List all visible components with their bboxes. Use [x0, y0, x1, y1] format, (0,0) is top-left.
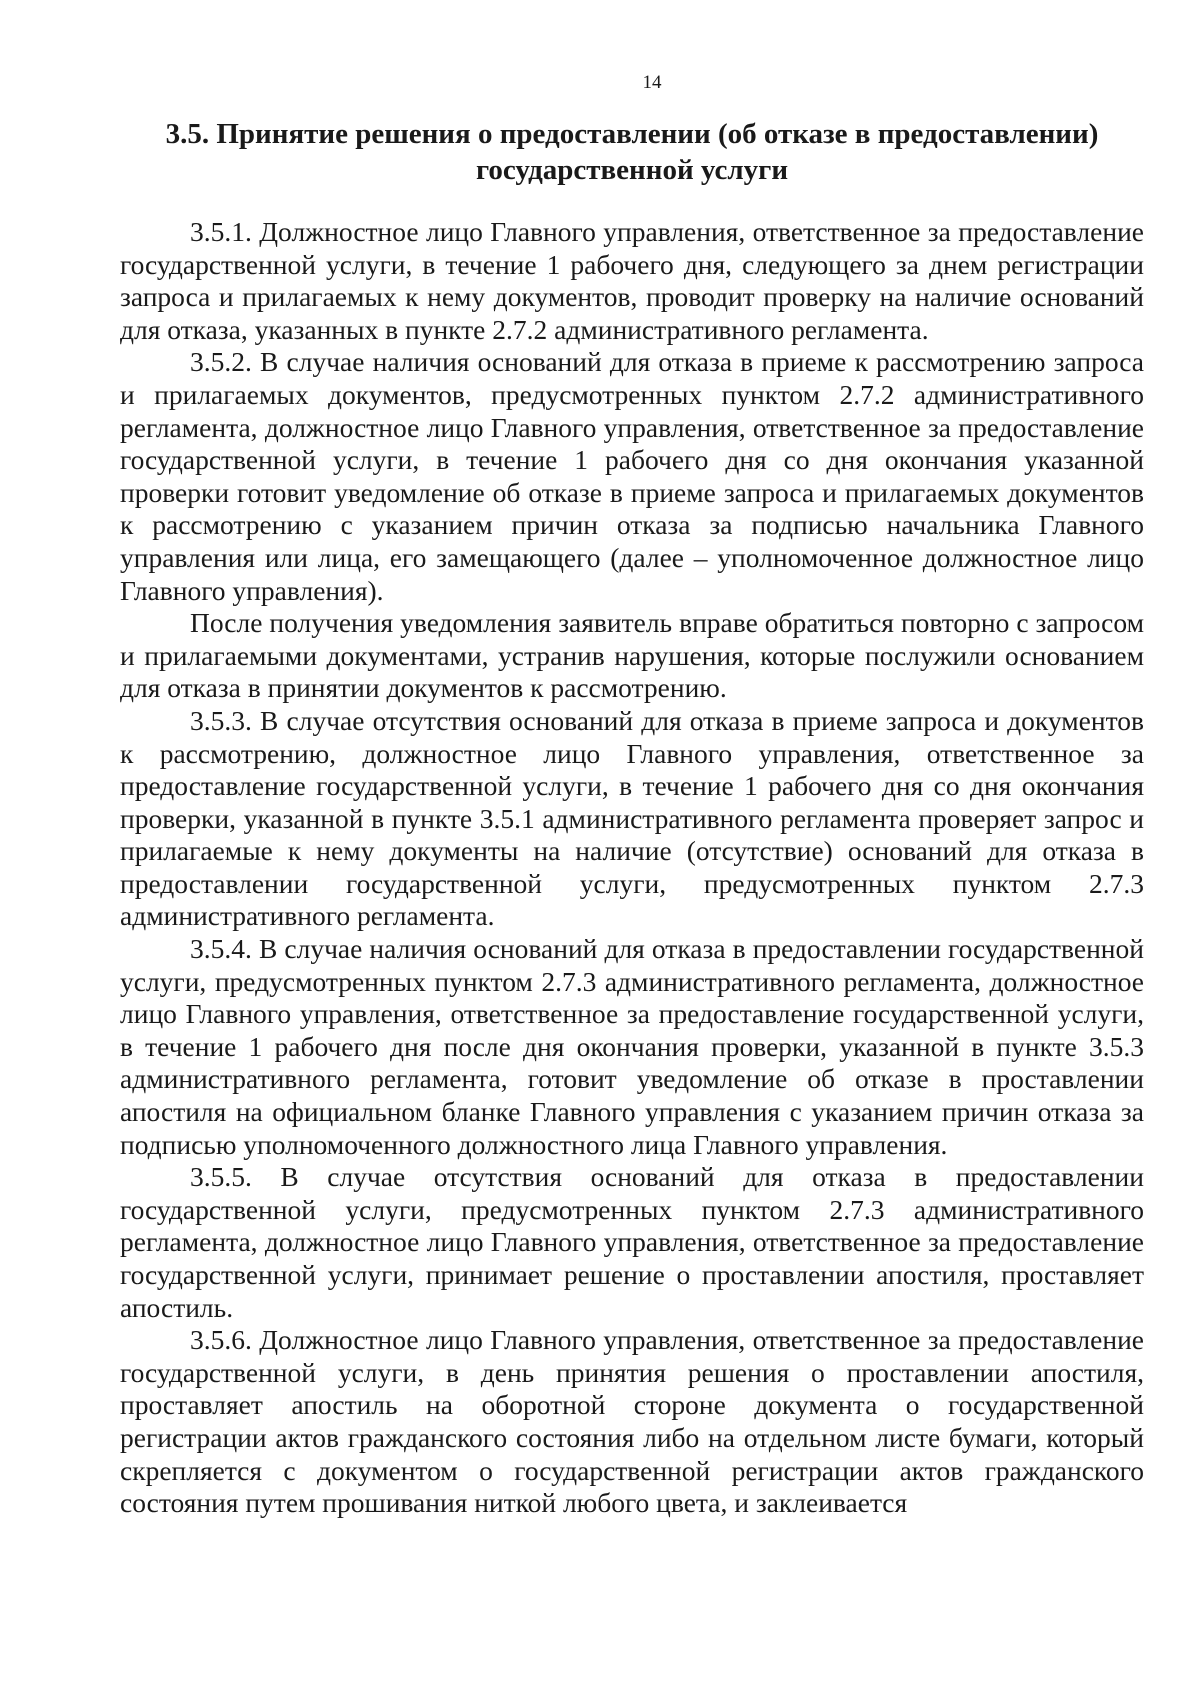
- paragraph-3-5-6: 3.5.6. Должностное лицо Главного управления, ответственное за предоставление государственной услуги, в день принятия решения о проставлении апостиля, проставляет апостиль на оборотной стороне документа о государственной регистрации актов гражданского состояния либо на отдельном листе бумаги, который скрепляется с документом о государственной регистрации актов гражданского состояния путем прошивания ниткой любого цвета, и заклеивается: [120, 1324, 1144, 1519]
- document-body: [120, 216, 1144, 1520]
- section-heading-line-2: государственной услуги: [475, 154, 789, 186]
- paragraph-3-5-4: 3.5.4. В случае наличия оснований для отказа в предоставлении государственной услуги, предусмотренных пунктом 2.7.3 административного регламента, должностное лицо Главного управления, ответственное за предоставление государственной услуги, в течение 1 рабочего дня после дня окончания проверки, указанной в пункте 3.5.3 административного регламента, готовит уведомление об отказе в проставлении апостиля на официальном бланке Главного управления с указанием причин отказа за подписью уполномоченного должностного лица Главного управления.: [120, 933, 1144, 1160]
- paragraph-after-notification: После получения уведомления заявитель вправе обратиться повторно с запросом и прилагаемыми документами, устранив нарушения, которые послужили основанием для отказа в принятии документов к рассмотрению.: [120, 607, 1144, 704]
- paragraph-3-5-2: 3.5.2. В случае наличия оснований для отказа в приеме к рассмотрению запроса и прилагаемых документов, предусмотренных пунктом 2.7.2 административного регламента, должностное лицо Главного управления, ответственное за предоставление государственной услуги, в течение 1 рабочего дня со дня окончания указанной проверки готовит уведомление об отказе в приеме запроса и прилагаемых документов к рассмотрению с указанием причин отказа за подписью начальника Главного управления или лица, его замещающего (далее – уполномоченное должностное лицо Главного управления).: [120, 346, 1144, 606]
- page-number: 14: [642, 72, 662, 93]
- section-heading: [120, 116, 1144, 188]
- paragraph-3-5-1: 3.5.1. Должностное лицо Главного управления, ответственное за предоставление государственной услуги, в течение 1 рабочего дня, следующего за днем регистрации запроса и прилагаемых к нему документов, проводит проверку на наличие оснований для отказа, указанных в пункте 2.7.2 административного регламента.: [120, 216, 1144, 345]
- section-heading-line-1: 3.5. Принятие решения о предоставлении (об отказе в предоставлении): [165, 118, 1099, 150]
- paragraph-3-5-5: 3.5.5. В случае отсутствия оснований для отказа в предоставлении государственной услуги, предусмотренных пунктом 2.7.3 административного регламента, должностное лицо Главного управления, ответственное за предоставление государственной услуги, принимает решение о проставлении апостиля, проставляет апостиль.: [120, 1161, 1144, 1323]
- paragraph-3-5-3: 3.5.3. В случае отсутствия оснований для отказа в приеме запроса и документов к рассмотрению, должностное лицо Главного управления, ответственное за предоставление государственной услуги, в течение 1 рабочего дня со дня окончания проверки, указанной в пункте 3.5.1 административного регламента проверяет запрос и прилагаемые к нему документы на наличие (отсутствие) оснований для отказа в предоставлении государственной услуги, предусмотренных пунктом 2.7.3 административного регламента.: [120, 704, 1144, 932]
